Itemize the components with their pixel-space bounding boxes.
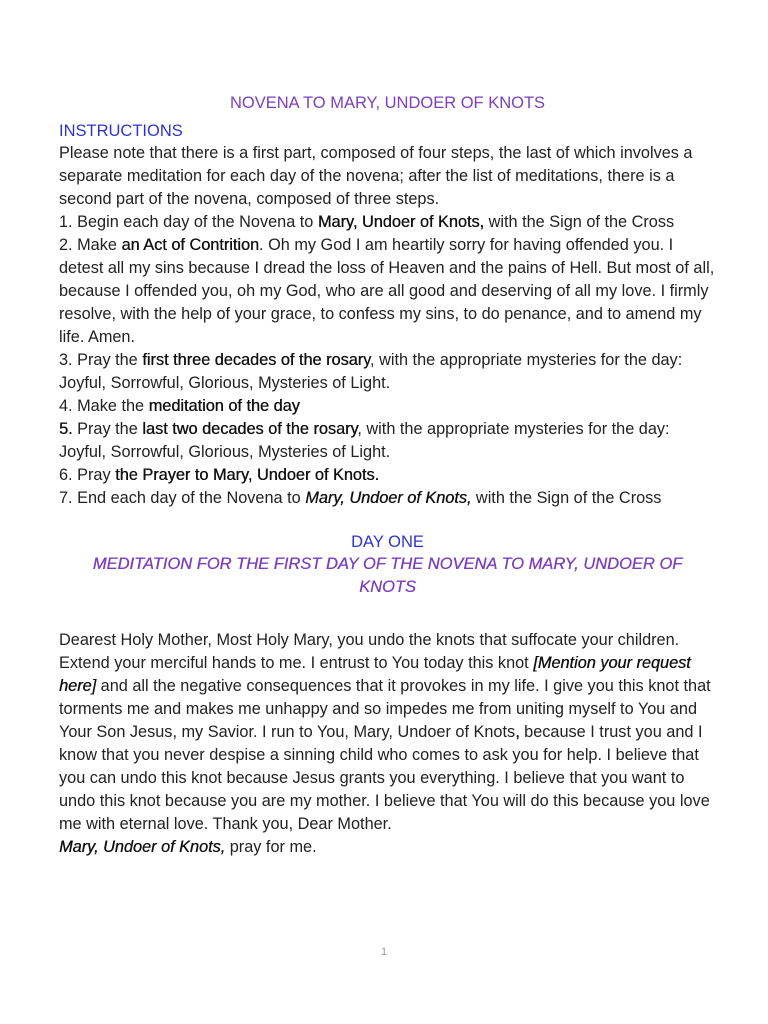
step-4: 4. Make the meditation of the day — [59, 397, 300, 415]
day-one-subtitle: MEDITATION FOR THE FIRST DAY OF THE NOVENA TO MARY, UNDOER OF KNOTS — [92, 555, 683, 596]
day-one-closing: Mary, Undoer of Knots, pray for me. — [59, 838, 317, 856]
step-3: 3. Pray the first three decades of the rosary, with the appropriate mysteries for the day: Joyful, Sorrowful, Glorious, Mysteries of Light. — [59, 351, 683, 392]
step-5: 5. Pray the last two decades of the rosary, with the appropriate mysteries for the day: Joyful, Sorrowful, Glorious, Mysteries of Light. — [59, 420, 670, 461]
step-6: 6. Pray the Prayer to Mary, Undoer of Knots. — [59, 466, 380, 484]
day-one-title: DAY ONE — [351, 533, 424, 551]
step-7: 7. End each day of the Novena to Mary, Undoer of Knots, with the Sign of the Cross — [59, 489, 662, 507]
intro-paragraph: Please note that there is a first part, composed of four steps, the last of which involves a separate meditation for each day of the novena; after the list of meditations, there is a second part of the novena, composed of three steps. — [59, 144, 693, 208]
step-1: 1. Begin each day of the Novena to Mary, Undoer of Knots, with the Sign of the Cross — [59, 213, 675, 231]
step-2: 2. Make an Act of Contrition. Oh my God I am heartily sorry for having offended you. I detest all my sins because I dread the loss of Heaven and the pains of Hell. But most of all, because I offended you, oh my God, who are all good and deserving of all my love. I firmly resolve, with the help of your grace, to confess my sins, to do penance, and to amend my life. Amen. — [59, 236, 715, 346]
page-title: NOVENA TO MARY, UNDOER OF KNOTS — [229, 94, 546, 112]
instructions-heading: INSTRUCTIONS — [59, 122, 183, 140]
day-one-meditation: Dearest Holy Mother, Most Holy Mary, you undo the knots that suffocate your children. Extend your merciful hands to me. I entrust to You today this knot [Mention your request here] and all the negative consequences that it provokes in my life. I give you this knot that torments me and makes me unhappy and so impedes me from uniting myself to You and Your Son Jesus, my Savior. I run to You, Mary, Undoer of Knots, because I trust you and I know that you never despise a sinning child who comes to ask you for help. I believe that you can undo this knot because Jesus grants you everything. I believe that you want to undo this knot because you are my mother. I believe that You will do this because you love me with eternal love. Thank you, Dear Mother. — [59, 631, 711, 833]
page-number: 1 — [380, 946, 388, 958]
request-placeholder: [Mention your request here] — [59, 654, 691, 695]
